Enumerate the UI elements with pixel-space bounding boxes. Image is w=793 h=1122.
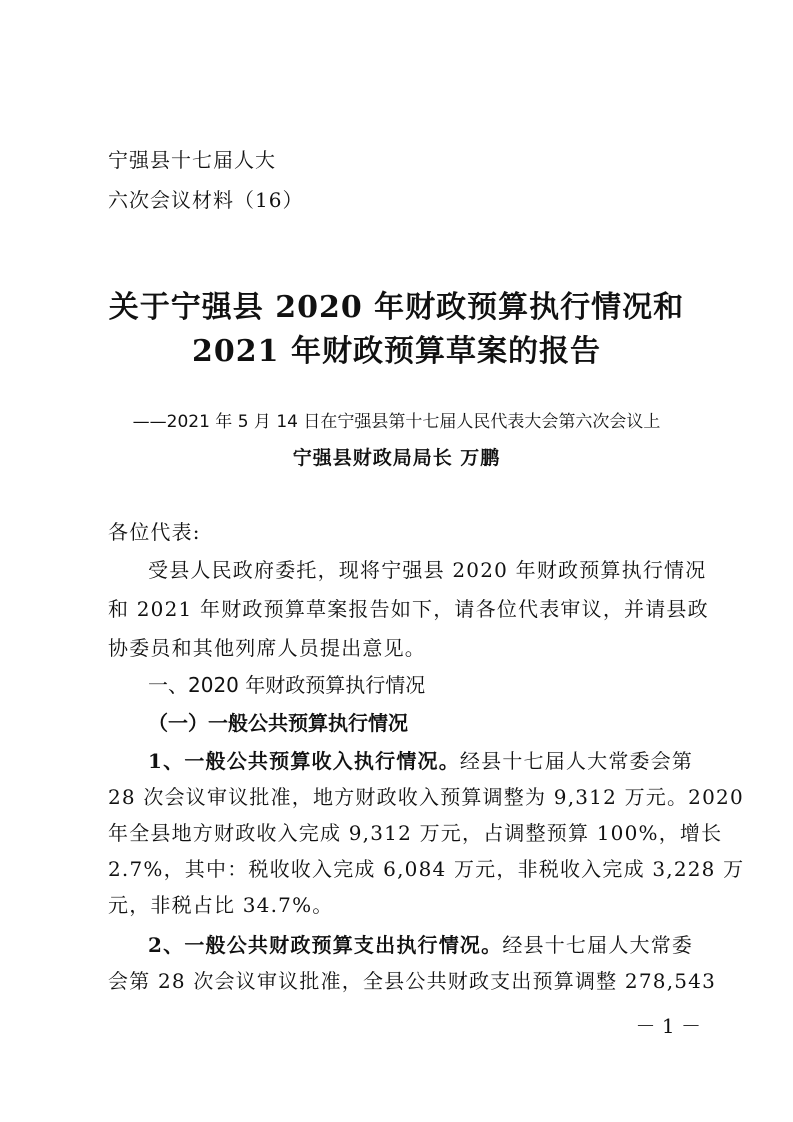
section-heading-1: 一、2020 年财政预算执行情况 xyxy=(148,673,426,697)
item2-line-1 xyxy=(148,933,740,957)
salutation: 各位代表: xyxy=(108,520,201,544)
item1-line-3: 年全县地方财政收入完成 9,312 万元，占调整预算 100%，增长 xyxy=(108,821,723,845)
item1-line-1 xyxy=(148,749,740,773)
report-subtitle: ——2021 年 5 月 14 日在宁强县第十七届人民代表大会第六次会议上 xyxy=(132,412,661,432)
item1-line-2: 28 次会议审议批准，地方财政收入预算调整为 9,312 万元。2020 xyxy=(108,785,744,809)
item2-line-2: 会第 28 次会议审议批准，全县公共财政支出预算调整 278,543 xyxy=(108,969,717,993)
report-title-line1: 关于宁强县 2020 年财政预算执行情况和 xyxy=(108,290,685,325)
item1-lead: 1、一般公共预算收入执行情况。 xyxy=(148,749,460,773)
subsection-heading-1: （一）一般公共预算执行情况 xyxy=(148,711,408,735)
report-title-line2: 2021 年财政预算草案的报告 xyxy=(192,334,601,369)
meta-session: 宁强县十七届人大 xyxy=(108,148,276,172)
page-number: － 1 － xyxy=(635,1014,701,1038)
item2-lead: 2、一般公共财政预算支出执行情况。 xyxy=(148,933,503,957)
item2-line1-rest: 经县十七届人大常委 xyxy=(502,933,694,957)
intro-line-2: 和 2021 年财政预算草案报告如下，请各位代表审议，并请县政 xyxy=(108,597,709,621)
intro-line-3: 协委员和其他列席人员提出意见。 xyxy=(108,636,426,660)
item1-line-5: 元，非税占比 34.7%。 xyxy=(108,893,334,917)
meta-material-number: 六次会议材料（16） xyxy=(108,188,304,212)
report-author: 宁强县财政局局长 万鹏 xyxy=(292,447,501,469)
intro-line-1: 受县人民政府委托，现将宁强县 2020 年财政预算执行情况 xyxy=(148,558,707,582)
item1-line-4: 2.7%，其中：税收收入完成 6,084 万元，非税收入完成 3,228 万 xyxy=(108,857,745,881)
item1-line1-rest: 经县十七届人大常委会第 xyxy=(459,749,694,773)
